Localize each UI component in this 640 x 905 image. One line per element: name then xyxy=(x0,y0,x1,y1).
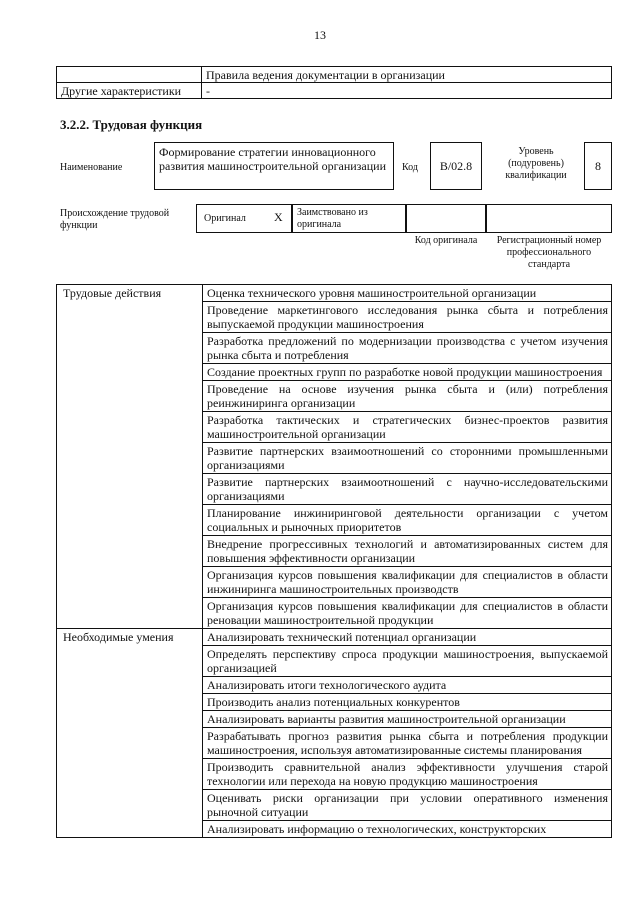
top-characteristics-table xyxy=(56,66,612,99)
level-value-box: 8 xyxy=(584,142,612,190)
skill-item: Определять перспективу спроса продукции машиностроения, выпускаемой организацией xyxy=(203,646,612,677)
labor-actions-label: Трудовые действия xyxy=(57,285,203,629)
labor-function-table xyxy=(56,284,612,838)
labor-action-item: Организация курсов повышения квалификации для специалистов в области инжиниринга машиностроительных производств xyxy=(203,567,612,598)
skill-item: Анализировать информацию о технологических, конструкторских xyxy=(203,821,612,838)
table-cell-label: Другие характеристики xyxy=(57,83,202,99)
labor-action-item: Планирование инжиниринговой деятельности организации с учетом социальных и рыночных приоритетов xyxy=(203,505,612,536)
table-row xyxy=(57,629,612,646)
registration-number-box xyxy=(486,204,612,233)
function-name-box: Формирование стратегии инновационного развития машиностроительной организации xyxy=(154,142,394,190)
skill-item: Производить анализ потенциальных конкурентов xyxy=(203,694,612,711)
skill-item: Оценивать риски организации при условии оперативного изменения рыночной ситуации xyxy=(203,790,612,821)
original-label: Оригинал xyxy=(204,213,246,224)
labor-action-item: Проведение маркетингового исследования рынка сбыта и потребления выпускаемой продукции машиностроения xyxy=(203,302,612,333)
labor-action-item: Развитие партнерских взаимоотношений с научно-исследовательскими организациями xyxy=(203,474,612,505)
labor-action-item: Разработка тактических и стратегических бизнес-проектов развития машиностроительной организации xyxy=(203,412,612,443)
page-number: 13 xyxy=(314,28,326,42)
skill-item: Разрабатывать прогноз развития рынка сбыта и потребления продукции машиностроения, используя автоматизированные системы планирования xyxy=(203,728,612,759)
labor-action-item: Внедрение прогрессивных технологий и автоматизированных систем для повышения эффективности организации xyxy=(203,536,612,567)
table-cell-value: Правила ведения документации в организации xyxy=(202,67,612,83)
skill-item: Анализировать варианты развития машиностроительной организации xyxy=(203,711,612,728)
original-mark: X xyxy=(274,210,283,224)
origin-label: Происхождение трудовой функции xyxy=(60,208,170,231)
labor-action-item: Создание проектных групп по разработке новой продукции машиностроения xyxy=(203,364,612,381)
skill-item: Анализировать технический потенциал организации xyxy=(203,629,612,646)
labor-action-item: Проведение на основе изучения рынка сбыта и (или) потребления реинжиниринга организации xyxy=(203,381,612,412)
name-label: Наименование xyxy=(60,162,123,173)
skill-item: Анализировать итоги технологического аудита xyxy=(203,677,612,694)
labor-action-item: Оценка технического уровня машиностроительной организации xyxy=(203,285,612,302)
section-title: 3.2.2. Трудовая функция xyxy=(60,117,203,132)
table-cell-value: - xyxy=(202,83,612,99)
table-row xyxy=(57,83,612,99)
skill-item: Производить сравнительной анализ эффективности улучшения старой технологии или перехода на новую продукцию машиностроения xyxy=(203,759,612,790)
table-row xyxy=(57,67,612,83)
original-code-box xyxy=(406,204,486,233)
code-caption: Код оригинала xyxy=(414,235,478,246)
labor-action-item: Развитие партнерских взаимоотношений со сторонними промышленными организациями xyxy=(203,443,612,474)
table-row xyxy=(57,285,612,302)
skills-label: Необходимые умения xyxy=(57,629,203,838)
level-label: Уровень (подуровень) квалификации xyxy=(505,146,567,181)
labor-action-item: Разработка предложений по модернизации производства с учетом изучения рынка сбыта и потребления xyxy=(203,333,612,364)
registration-caption: Регистрационный номер профессионального стандарта xyxy=(496,235,602,270)
code-value-box: B/02.8 xyxy=(430,142,482,190)
labor-action-item: Организация курсов повышения квалификации для специалистов в области реновации машиностроительной продукции xyxy=(203,598,612,629)
borrowed-box: Заимствовано из оригинала xyxy=(292,204,406,233)
code-label: Код xyxy=(402,162,418,173)
table-cell-label xyxy=(57,67,202,83)
